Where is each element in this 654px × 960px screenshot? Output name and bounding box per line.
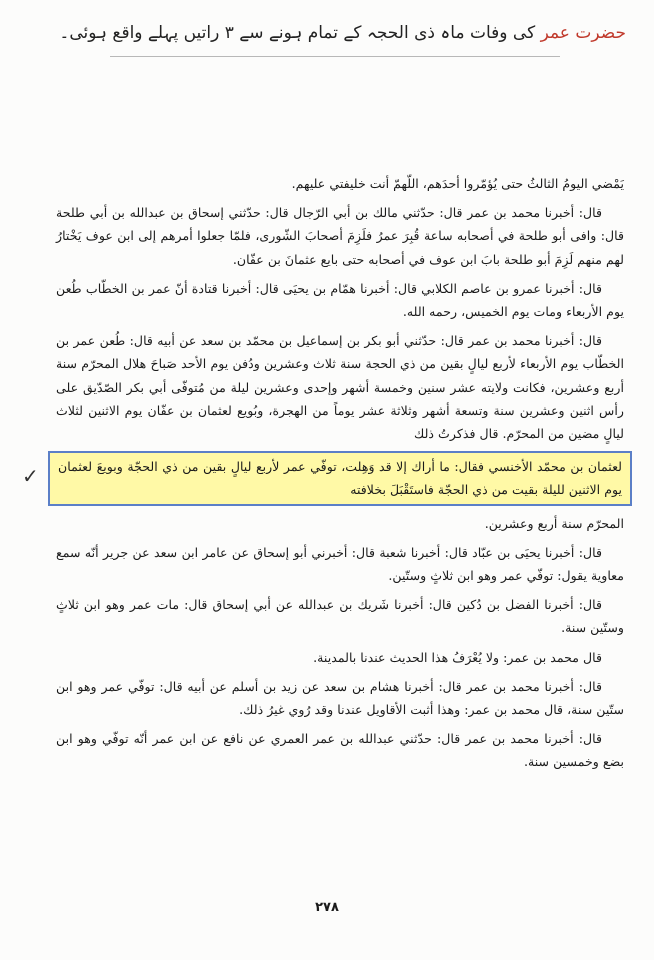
paragraph-5: المحرّم سنة أربع وعشرين. <box>484 515 624 531</box>
check-mark-icon: ✓ <box>22 464 39 489</box>
page-heading <box>26 18 626 48</box>
highlighted-passage <box>22 451 632 505</box>
heading-red-word-2: عمر <box>540 23 570 43</box>
heading-divider <box>110 56 560 57</box>
paragraph-6: قال: أخبرنا يحيَى بن عبّاد قال: أخبرنا شعبة قال: أخبرني أبو إسحاق عن عامر ابن سعد عن جرير أنّه سمع معاوية يقول: توفّي عمر وهو ابن ثلاثٍ وستّين. <box>56 544 624 584</box>
paragraph-3: قال: أخبرنا عمرو بن عاصم الكلابي قال: أخبرنا همّام بن يحيَى قال: أخبرنا قتادة أنّ عمر بن الخطّاب طُعن يوم الأربعاء ومات يوم الخميس، رحمه الله. <box>56 280 624 320</box>
heading-text: کی وفات ماہ ذی الحجہ کے تمام ہونے سے ۳ راتیں پہلے واقع ہوئی۔ <box>59 23 536 43</box>
paragraph-8: قال محمد بن عمر: ولا يُعْرَفُ هذا الحديث عندنا بالمدينة. <box>313 649 602 665</box>
highlight-box: لعثمان بن محمّد الأخنسي فقال: ما أراك إلا قد وَهِلت، توفّي عمر لأربع ليالٍ بقين من ذي الحجّة وبويعَ لعثمان يوم الاثنين لليلة بقيت من ذي الحجّة فاستَقْبَلَ بخلافته <box>48 451 632 505</box>
heading-red-word-1: حضرت <box>575 23 626 43</box>
paragraph-2: قال: أخبرنا محمد بن عمر قال: حدّثني مالك بن أبي الرّجال قال: حدّثني إسحاق بن عبدالله بن أبي طلحة قال: وافى أبو طلحة في أصحابه ساعة قُبِرَ عمرُ فلَزِمَ أصحابَ الشّورى، فلمّا جعلوا أمرهم إلى ابن عوف يَخْتارُ لهم منهم لَزِمَ أبو طلحة بابَ ابن عوف في أصحابه حتى بايع عثمانَ بن عفّان. <box>56 205 624 267</box>
paragraph-10: قال: أخبرنا محمد بن عمر قال: حدّثني عبدالله بن عمر العمري عن نافع عن ابن عمر أنّه توفّي وهو ابن بضع وخمسين سنة. <box>56 731 624 770</box>
paragraph-4: قال: أخبرنا محمد بن عمر قال: حدّثني أبو بكر بن إسماعيل بن محمّد بن سعد عن أبيه قال: طُعن عمر بن الخطّاب يوم الأربعاء لأربع ليالٍ بقين من ذي الحجة سنة ثلاث وعشرين ودُفن يوم الأحد صَباحَ هلال المحرّم سنة أربع وعشرين، فكانت ولايته عشر سنين وخمسة أشهر وإحدى وعشرين ليلة من مُتوفّى أبي بكر الصّدّيق على رأس اثنين وعشرين سنة وتسعة أشهر وثلاثة عشر يوماً من الهجرة، وبُويع لعثمان بن عفّان يوم الاثنين لثلاث ليالٍ مضين من المحرّم. قال فذكرتُ ذلك <box>56 333 624 442</box>
paragraph-9: قال: أخبرنا محمد بن عمر قال: أخبرنا هشام بن سعد عن زيد بن أسلم عن أبيه قال: توفّي عمر وهو ابن ستّين سنة، قال محمد بن عمر: وهذا أثبت الأقاويل عندنا وقد رُوي غيرُ ذلك. <box>56 678 624 718</box>
paragraph-7: قال: أخبرنا الفضل بن دُكين قال: أخبرنا شَريك بن عبدالله عن أبي إسحاق قال: مات عمر وهو ابن ثلاثٍ وستّين سنة. <box>56 597 624 636</box>
paragraph-1: يَمْضي اليومُ الثالثُ حتى يُؤمّروا أحدَهم، اللّهمّ أنت خليفتي عليهم. <box>291 176 624 191</box>
arabic-body-text <box>22 172 624 780</box>
page-number: ٢٧٨ <box>315 900 339 915</box>
